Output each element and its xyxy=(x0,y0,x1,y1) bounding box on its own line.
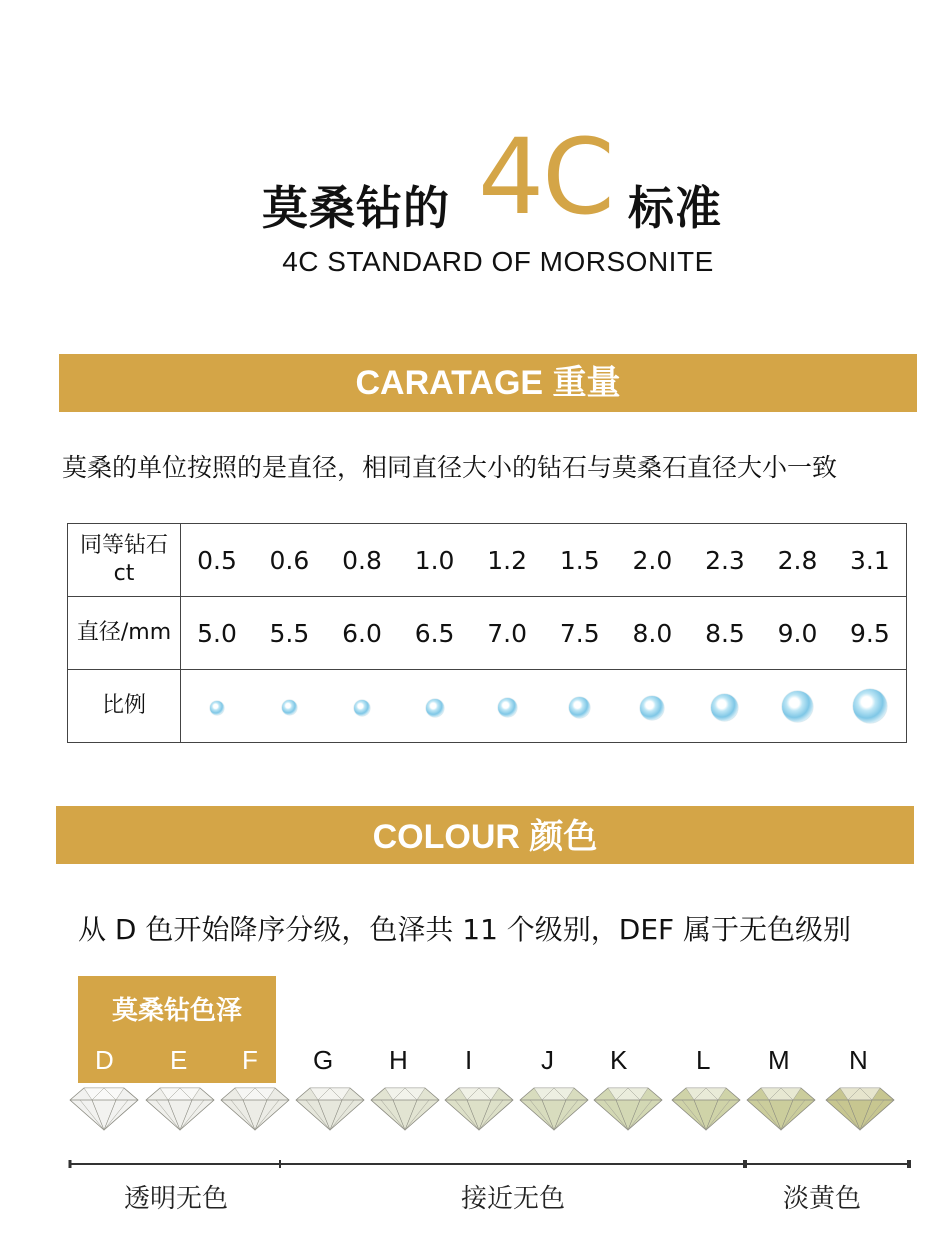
diamond-icon xyxy=(354,700,370,716)
grade-label-i: I xyxy=(465,1045,473,1075)
diamond-icon xyxy=(569,697,590,718)
diameter-row-header: 直径/mm xyxy=(68,597,181,670)
gem-cell xyxy=(689,670,762,743)
carat-cell: 1.2 xyxy=(471,524,544,597)
hero-title-prefix: 莫桑钻的 xyxy=(262,181,450,235)
diamond-icon xyxy=(210,701,224,715)
table-row-diameter xyxy=(68,597,907,670)
diameter-cell: 8.5 xyxy=(689,597,762,670)
carat-row-header xyxy=(68,524,181,597)
diameter-cell: 5.0 xyxy=(181,597,254,670)
diamond-icon xyxy=(426,699,444,717)
gem-cell xyxy=(834,670,907,743)
diamond-icon xyxy=(142,1082,218,1132)
grade-label-l: L xyxy=(696,1045,711,1075)
colour-description: 从 D 色开始降序分级，色泽共 11 个级别，DEF 属于无色级别 xyxy=(78,913,852,946)
table-row-scale xyxy=(68,670,907,743)
diameter-cell: 5.5 xyxy=(253,597,326,670)
hero-subtitle: 4C STANDARD OF MORSONITE xyxy=(282,246,714,277)
grade-label-k: K xyxy=(610,1045,628,1075)
grade-label-h: H xyxy=(389,1045,408,1075)
grade-label-m: M xyxy=(768,1045,790,1075)
diamond-icon xyxy=(498,698,517,717)
grade-label-j: J xyxy=(541,1045,554,1075)
diamond-icon xyxy=(590,1082,666,1132)
gem-cell xyxy=(761,670,834,743)
carat-cell: 3.1 xyxy=(834,524,907,597)
carat-cell: 2.3 xyxy=(689,524,762,597)
diamond-icon xyxy=(640,696,664,720)
diameter-cell: 6.0 xyxy=(326,597,399,670)
hero-title-suffix: 标准 xyxy=(628,181,722,235)
diamond-icon xyxy=(822,1082,898,1132)
gem-cell xyxy=(471,670,544,743)
gem-cell xyxy=(398,670,471,743)
carat-row-header-line1: 同等钻石 xyxy=(79,533,168,558)
diamond-icon xyxy=(282,700,297,715)
caratage-section-header: CARATAGE 重量 xyxy=(59,354,917,412)
diamond-icon xyxy=(292,1082,368,1132)
diamond-icon xyxy=(743,1082,819,1132)
diamond-icon xyxy=(853,689,887,723)
diameter-cell: 6.5 xyxy=(398,597,471,670)
table-row-carat xyxy=(68,524,907,597)
grade-label-e: E xyxy=(170,1045,188,1075)
grade-label-n: N xyxy=(849,1045,868,1075)
colour-section-header: COLOUR 颜色 xyxy=(56,806,914,864)
diameter-cell: 7.5 xyxy=(543,597,616,670)
gem-cell xyxy=(616,670,689,743)
gem-cell xyxy=(543,670,616,743)
diameter-cell: 9.5 xyxy=(834,597,907,670)
carat-cell: 1.5 xyxy=(543,524,616,597)
diameter-cell: 8.0 xyxy=(616,597,689,670)
diamond-icon xyxy=(782,691,813,722)
carat-cell: 0.8 xyxy=(326,524,399,597)
carat-cell: 0.5 xyxy=(181,524,254,597)
diameter-cell: 7.0 xyxy=(471,597,544,670)
range-label-light-yellow: 淡黄色 xyxy=(783,1184,862,1214)
diamond-icon xyxy=(66,1082,142,1132)
carat-cell: 2.8 xyxy=(761,524,834,597)
gem-cell xyxy=(181,670,254,743)
gem-cell xyxy=(326,670,399,743)
moissanite-colour-title: 莫桑钻色泽 xyxy=(111,996,242,1026)
diamond-icon xyxy=(668,1082,744,1132)
grade-label-f: F xyxy=(242,1045,258,1075)
carat-table xyxy=(67,523,907,743)
carat-row-header-line2: ct xyxy=(113,561,135,586)
diamond-icon xyxy=(367,1082,443,1132)
diamond-icon xyxy=(711,694,738,721)
hero-title-4c: 4C xyxy=(478,116,613,238)
diamond-icon xyxy=(516,1082,592,1132)
grade-label-d: D xyxy=(95,1045,114,1075)
gem-cell xyxy=(253,670,326,743)
scale-row-header: 比例 xyxy=(68,670,181,743)
range-label-near-colourless: 接近无色 xyxy=(461,1184,566,1214)
diameter-cell: 9.0 xyxy=(761,597,834,670)
carat-cell: 2.0 xyxy=(616,524,689,597)
range-label-colourless: 透明无色 xyxy=(124,1184,229,1214)
carat-cell: 0.6 xyxy=(253,524,326,597)
caratage-description: 莫桑的单位按照的是直径，相同直径大小的钻石与莫桑石直径大小一致 xyxy=(62,453,838,482)
carat-cell: 1.0 xyxy=(398,524,471,597)
colour-range-scale xyxy=(68,1160,912,1168)
grade-label-g: G xyxy=(313,1045,334,1075)
diamond-icon xyxy=(217,1082,293,1132)
diamond-icon xyxy=(441,1082,517,1132)
